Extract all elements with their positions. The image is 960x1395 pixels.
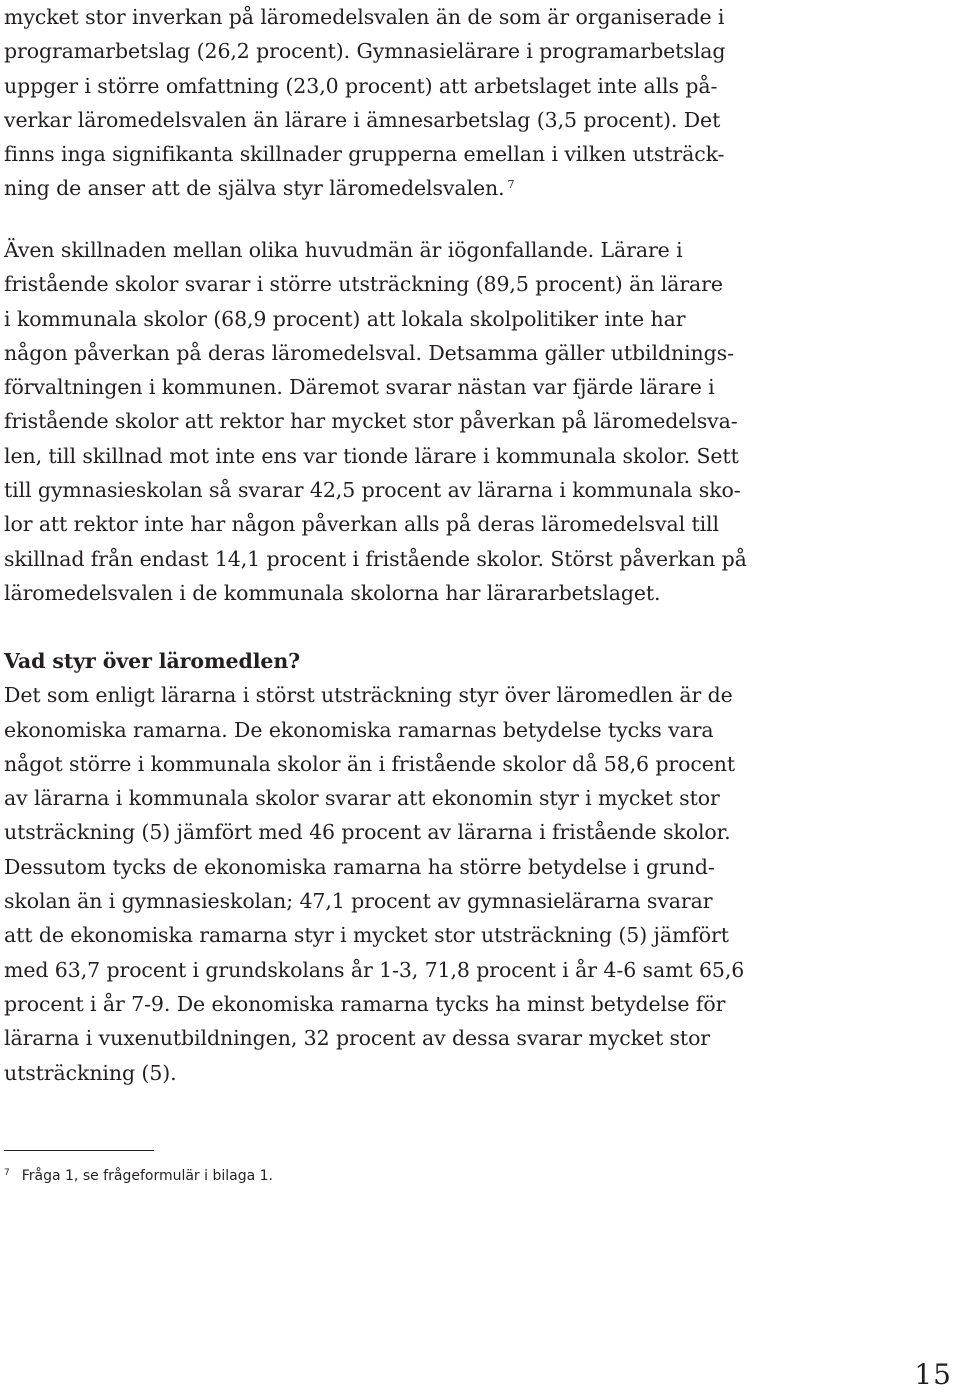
text-line: uppger i större omfattning (23,0 procent) att arbetslaget inte alls på- (4, 73, 718, 98)
text-line: fristående skolor svarar i större utsträckning (89,5 procent) än lärare (4, 272, 723, 297)
text-line: programarbetslag (26,2 procent). Gymnasielärare i programarbetslag (4, 39, 726, 64)
text-line: procent i år 7-9. De ekonomiska ramarna tycks ha minst betydelse för (4, 991, 726, 1016)
text-line-last (4, 171, 744, 205)
section-econ (4, 644, 744, 1090)
text-line-content: ning de anser att de själva styr läromedelsvalen. (4, 176, 505, 201)
text-line: att de ekonomiska ramarna styr i mycket stor utsträckning (5) jämfört (4, 923, 729, 948)
footnote-number: 7 (4, 1168, 10, 1178)
text-line: Även skillnaden mellan olika huvudmän är iögonfallande. Lärare i (4, 238, 683, 262)
paragraph-2 (4, 233, 747, 610)
text-line: förvaltningen i kommunen. Däremot svarar nästan var fjärde lärare i (4, 375, 715, 400)
footnote (4, 1166, 273, 1188)
paragraph-1 (4, 0, 744, 206)
text-line: ekonomiska ramarna. De ekonomiska ramarnas betydelse tycks vara (4, 717, 714, 742)
text-line: len, till skillnad mot inte ens var tionde lärare i kommunala skolor. Sett (4, 443, 739, 468)
text-line: Dessutom tycks de ekonomiska ramarna ha större betydelse i grund- (4, 854, 715, 879)
text-line: till gymnasieskolan så svarar 42,5 procent av lärarna i kommunala sko- (4, 478, 741, 503)
text-line: finns inga signifikanta skillnader grupperna emellan i vilken utsträck- (4, 142, 725, 167)
text-line: lärarna i vuxenutbildningen, 32 procent av dessa svarar mycket stor (4, 1026, 711, 1051)
text-line: Det som enligt lärarna i störst utsträckning styr över läromedlen är de (4, 683, 733, 708)
text-line: utsträckning (5) jämfört med 46 procent av lärarna i fristående skolor. (4, 820, 731, 845)
text-line: av lärarna i kommunala skolor svarar att ekonomin styr i mycket stor (4, 786, 720, 811)
text-line: fristående skolor att rektor har mycket stor påverkan på läromedelsva- (4, 409, 738, 434)
footnote-divider (4, 1150, 154, 1151)
text-line: någon påverkan på deras läromedelsval. Detsamma gäller utbildnings- (4, 340, 734, 365)
text-line: skolan än i gymnasieskolan; 47,1 procent av gymnasielärarna svarar (4, 889, 713, 914)
section-heading: Vad styr över läromedlen? (4, 649, 301, 673)
page-number: 15 (914, 1358, 952, 1391)
text-line: verkar läromedelsvalen än lärare i ämnesarbetslag (3,5 procent). Det (4, 107, 721, 132)
text-line: lor att rektor inte har någon påverkan alls på deras läromedelsval till (4, 512, 719, 537)
text-line: mycket stor inverkan på läromedelsvalen än de som är organiserade i (4, 5, 725, 29)
text-line: i kommunala skolor (68,9 procent) att lokala skolpolitiker inte har (4, 306, 686, 331)
footnote-reference[interactable]: 7 (507, 178, 515, 192)
text-line: något större i kommunala skolor än i fristående skolor då 58,6 procent (4, 751, 736, 776)
text-line: läromedelsvalen i de kommunala skolorna har lärararbetslaget. (4, 580, 661, 605)
text-line: med 63,7 procent i grundskolans år 1-3, 71,8 procent i år 4-6 samt 65,6 (4, 957, 745, 982)
text-line: skillnad från endast 14,1 procent i fristående skolor. Störst påverkan på (4, 546, 747, 571)
footnote-text: Fråga 1, se frågeformulär i bilaga 1. (21, 1168, 273, 1184)
text-line: utsträckning (5). (4, 1060, 177, 1085)
